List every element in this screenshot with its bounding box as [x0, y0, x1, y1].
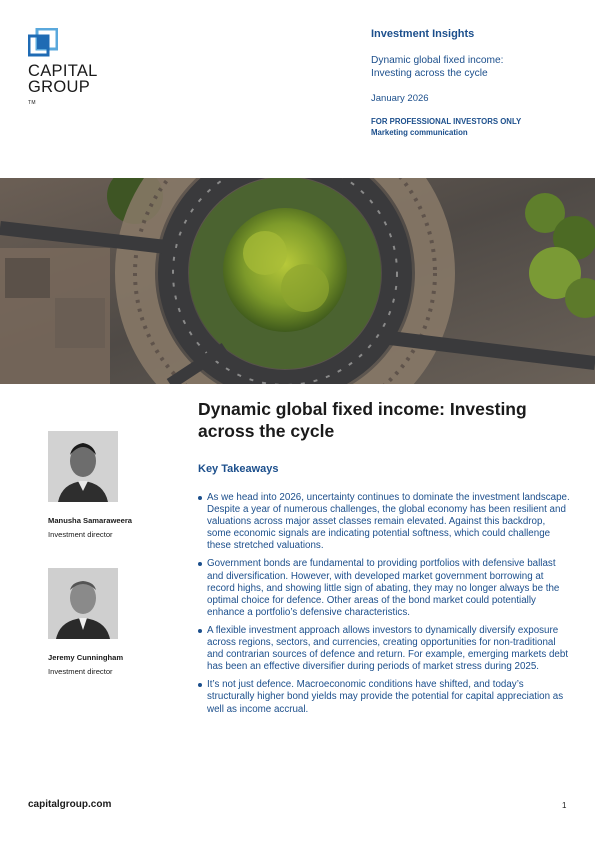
author-card: [48, 431, 168, 539]
author-name: Manusha Samaraweera: [48, 516, 132, 525]
subtitle-line-2: Investing across the cycle: [371, 68, 488, 79]
communication-type: Marketing communication: [371, 128, 468, 137]
takeaway-item: As we head into 2026, uncertainty continues to dominate the investment landscape. Despite a year of numerous challenges, the global economy has been resilient and valuations across major asset classes remain elevated. Against this backdrop, some economic signals are indicating potential softness, which could challenge these stretched valuations.: [198, 492, 570, 552]
subtitle-line-1: Dynamic global fixed income:: [371, 55, 504, 66]
logo-line-capital: CAPITAL: [28, 62, 98, 80]
logo-mark-icon: [28, 28, 58, 58]
author-role: Investment director: [48, 530, 113, 539]
logo-wordmark: [28, 63, 98, 111]
author-name: Jeremy Cunningham: [48, 653, 124, 662]
author-photo: [48, 431, 118, 502]
takeaway-item: It’s not just defence. Macroeconomic conditions have shifted, and today’s structurally higher bond yields may provide the potential for capital appreciation as well as income accrual.: [198, 679, 570, 715]
takeaway-item: A flexible investment approach allows investors to dynamically diversify exposure across regions, sectors, and currencies, creating opportunities for non-traditional and contrarian sources of defence and return. For example, emerging markets debt has been an effective diversifier during periods of market stress during 2025.: [198, 625, 570, 673]
document-subtitle: [371, 54, 571, 80]
key-takeaways-heading: Key Takeaways: [198, 463, 279, 475]
takeaway-item: Government bonds are fundamental to providing portfolios with defensive ballast and diversification. However, with developed market government borrowing at record highs, and showing little sign of abating, they may no longer always be the optimal choice for defence. Other areas of the bond market could potentially enhance a portfolio’s defensive characteristics.: [198, 558, 570, 618]
author-card: [48, 568, 168, 676]
logo-line-group: GROUP: [28, 78, 91, 96]
capital-group-logo[interactable]: [28, 28, 118, 106]
document-header: [371, 28, 571, 138]
series-title: Investment Insights: [371, 28, 475, 40]
audience-label: FOR PROFESSIONAL INVESTORS ONLY: [371, 117, 522, 126]
article-title: Dynamic global fixed income: Investing across the cycle: [198, 399, 527, 441]
hero-aerial-image: [0, 178, 595, 384]
author-role: Investment director: [48, 667, 113, 676]
footer-website-link[interactable]: capitalgroup.com: [28, 799, 112, 810]
logo-trademark: TM: [28, 100, 36, 106]
audience-notice: [371, 116, 571, 138]
key-takeaways-list: [198, 492, 570, 722]
author-photo: [48, 568, 118, 639]
page-number: 1: [562, 801, 567, 810]
publication-date: January 2026: [371, 93, 429, 104]
